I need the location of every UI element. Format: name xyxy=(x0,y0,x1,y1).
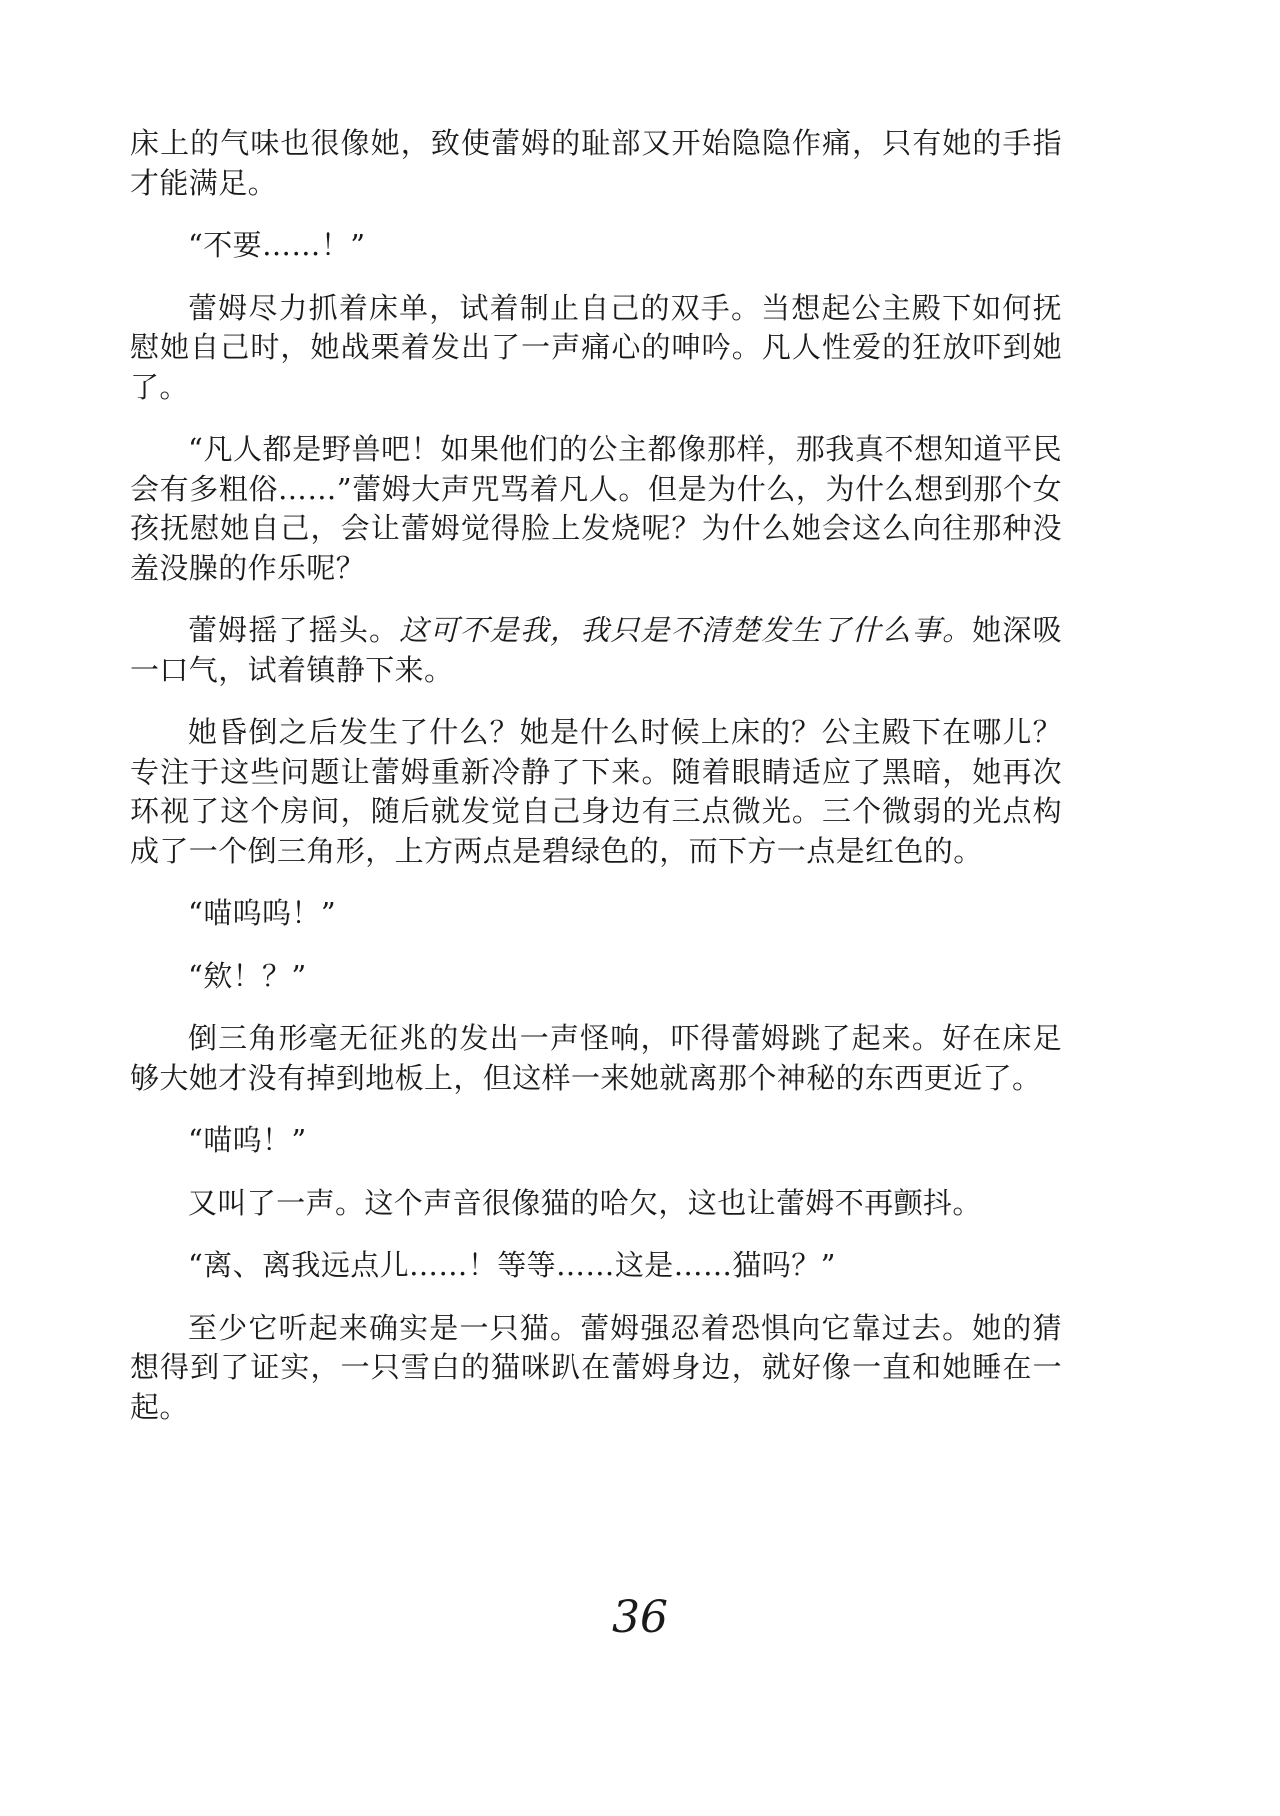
paragraph-7: “喵呜呜！” xyxy=(188,896,337,930)
paragraph-8: “欸！？” xyxy=(188,958,307,993)
body-text xyxy=(130,124,1062,1450)
paragraph-5-start: 蕾姆摇了摇头。 xyxy=(188,613,400,647)
paragraph-11: 又叫了一声。这个声音很像猫的哈欠，这也让蕾姆不再颤抖。 xyxy=(188,1185,982,1220)
paragraph-10: “喵呜！” xyxy=(188,1123,307,1157)
paragraph-5 xyxy=(130,611,1062,690)
page-number: 36 xyxy=(612,1592,668,1643)
paragraph-1: 床上的气味也很像她，致使蕾姆的耻部又开始隐隐作痛，只有她的手指才能满足。 xyxy=(130,126,1062,200)
paragraph-9: 倒三角形毫无征兆的发出一声怪响，吓得蕾姆跳了起来。好在床足够大她才没有掉到地板上，但这样一来她就离那个神秘的东西更近了。 xyxy=(130,1021,1062,1095)
paragraph-5-end: 她深吸一口气，试着镇静下来。 xyxy=(130,613,1062,687)
paragraph-6: 她昏倒之后发生了什么？她是什么时候上床的？公主殿下在哪儿？专注于这些问题让蕾姆重新冷静了下来。随着眼睛适应了黑暗，她再次环视了这个房间，随后就发觉自己身边有三点微光。三个微弱的光点构成了一个倒三角形，上方两点是碧绿色的，而下方一点是红色的。 xyxy=(130,715,1062,868)
paragraph-5-italic: 这可不是我，我只是不清楚发生了什么事。 xyxy=(399,613,973,647)
paragraph-3: 蕾姆尽力抓着床单，试着制止自己的双手。当想起公主殿下如何抚慰她自己时，她战栗着发出了一声痛心的呻吟。凡人性爱的狂放吓到她了。 xyxy=(130,290,1062,404)
paragraph-12: “离、离我远点儿……！等等……这是……猫吗？” xyxy=(188,1248,836,1282)
paragraph-13: 至少它听起来确实是一只猫。蕾姆强忍着恐惧向它靠过去。她的猜想得到了证实，一只雪白的猫咪趴在蕾姆身边，就好像一直和她睡在一起。 xyxy=(130,1310,1062,1424)
paragraph-2: “不要……！” xyxy=(188,228,366,262)
paragraph-4: “凡人都是野兽吧！如果他们的公主都像那样，那我真不想知道平民会有多粗俗……”蕾姆大声咒骂着凡人。但是为什么，为什么想到那个女孩抚慰她自己，会让蕾姆觉得脸上发烧呢？为什么她会这么向往那种没羞没臊的作乐呢？ xyxy=(130,432,1062,585)
